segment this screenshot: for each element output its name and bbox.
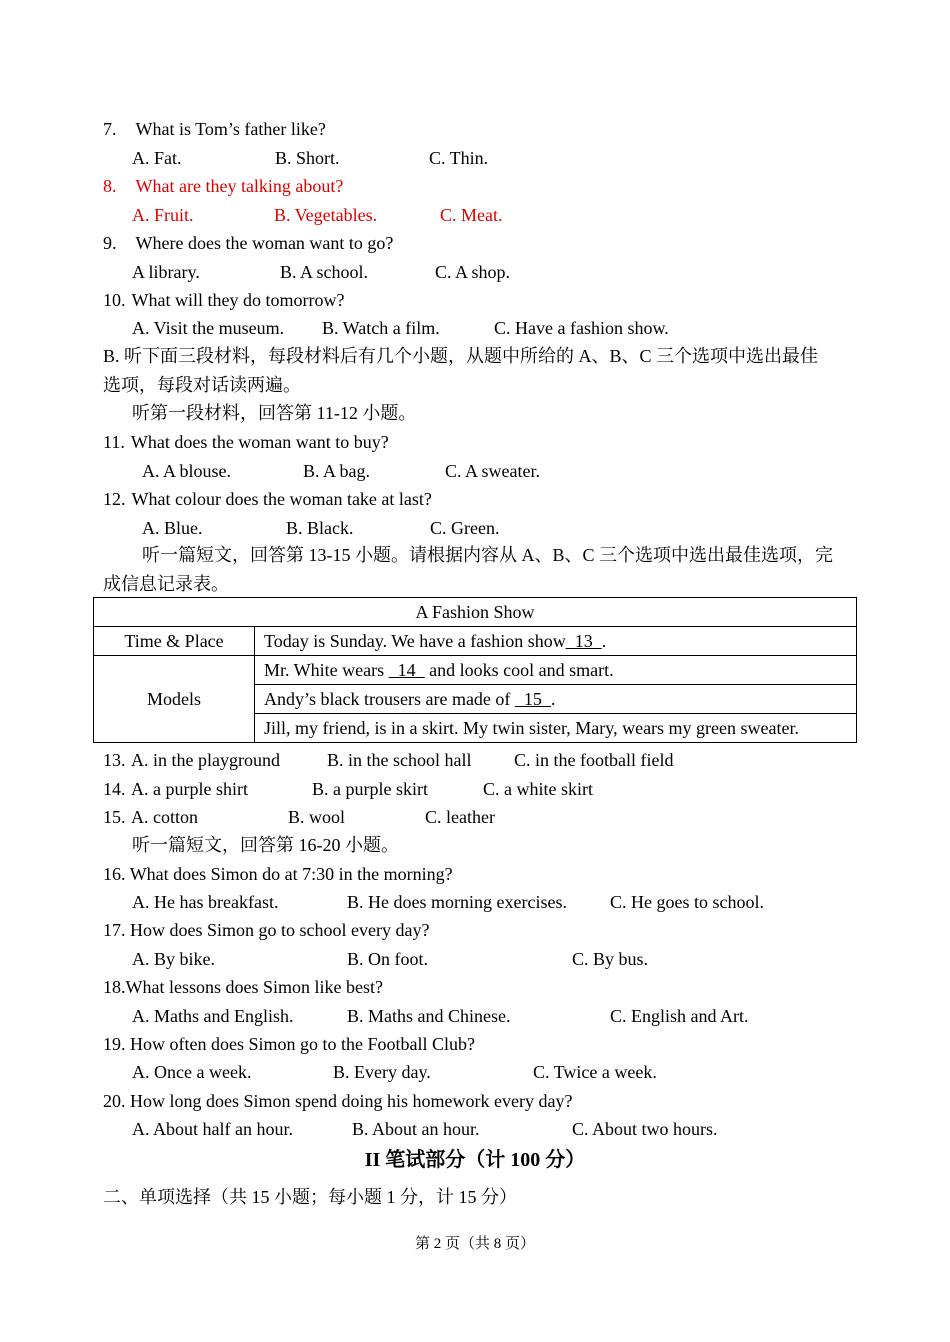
section-b-instructions-cont: 选项，每段对话读两遍。 xyxy=(103,375,301,395)
question-7 xyxy=(103,117,326,141)
section-b-instructions: B. 听下面三段材料，每段材料后有几个小题，从题中所给的 A、B、C 三个选项中选出最佳 xyxy=(103,346,819,366)
option-b: B. Watch a film. xyxy=(322,318,440,338)
question-15 xyxy=(103,805,495,829)
option-c: C. About two hours. xyxy=(572,1119,718,1139)
option-b: B. A bag. xyxy=(303,461,371,481)
page-footer: 第 2 页（共 8 页） xyxy=(414,1236,535,1252)
question-number: 15. xyxy=(103,807,126,827)
option-a: A. Once a week. xyxy=(132,1062,252,1082)
question-9 xyxy=(103,231,393,255)
option-a: A library. xyxy=(132,262,200,282)
option-c: C. English and Art. xyxy=(610,1006,749,1026)
option-c: C. Have a fashion show. xyxy=(494,318,669,338)
question-10 xyxy=(103,288,344,312)
question-17 xyxy=(103,918,429,942)
option-c: C. Twice a week. xyxy=(533,1062,657,1082)
option-c: C. He goes to school. xyxy=(610,892,764,912)
option-a: A. Maths and English. xyxy=(132,1006,294,1026)
option-a: A. Blue. xyxy=(142,518,203,538)
question-text: Where does the woman want to go? xyxy=(135,233,394,253)
question-number: 19. xyxy=(103,1034,126,1054)
option-c: C. By bus. xyxy=(572,949,649,969)
option-a: A. Fruit. xyxy=(132,205,194,225)
option-a: A. He has breakfast. xyxy=(132,892,279,912)
time-place-label: Time & Place xyxy=(94,627,255,656)
time-place-text: Today is Sunday. We have a fashion show xyxy=(264,630,566,651)
option-a: A. By bike. xyxy=(132,949,215,969)
question-16 xyxy=(103,862,453,886)
question-19 xyxy=(103,1032,475,1056)
question-14 xyxy=(103,777,593,801)
option-b: B. About an hour. xyxy=(352,1119,480,1139)
models-row-2: Andy’s black trousers are made of 15 . xyxy=(255,685,857,714)
question-text: What colour does the woman take at last? xyxy=(131,489,432,509)
question-text: What is Tom’s father like? xyxy=(135,119,326,139)
question-number: 7. xyxy=(103,119,117,139)
time-place-cell: Today is Sunday. We have a fashion show 13 . xyxy=(255,627,857,656)
question-text: What will they do tomorrow? xyxy=(131,290,345,310)
blank-14: 14 xyxy=(388,659,425,680)
option-a: A. in the playground xyxy=(131,750,280,770)
option-c: C. Thin. xyxy=(429,148,489,168)
question-number: 13. xyxy=(103,750,126,770)
fashion-show-table xyxy=(93,597,857,743)
question-20 xyxy=(103,1089,572,1113)
question-number: 20. xyxy=(103,1091,126,1111)
table-title: A Fashion Show xyxy=(94,598,857,627)
option-b: B. Short. xyxy=(275,148,340,168)
question-text: What does the woman want to buy? xyxy=(130,432,389,452)
question-text: How often does Simon go to the Football Club? xyxy=(130,1034,475,1054)
option-b: B. in the school hall xyxy=(327,750,472,770)
question-12 xyxy=(103,487,432,511)
question-text: What lessons does Simon like best? xyxy=(125,977,383,997)
option-c: C. a white skirt xyxy=(483,779,593,799)
option-a: A. Fat. xyxy=(132,148,182,168)
question-18 xyxy=(103,975,383,999)
option-c: C. Meat. xyxy=(440,205,503,225)
option-a: A. A blouse. xyxy=(142,461,232,481)
option-a: A. a purple shirt xyxy=(131,779,248,799)
question-number: 18. xyxy=(103,977,126,997)
option-a: A. About half an hour. xyxy=(132,1119,293,1139)
question-number: 9. xyxy=(103,233,117,253)
models-row-1-post: and looks cool and smart. xyxy=(424,659,614,680)
question-number: 16. xyxy=(103,864,126,884)
models-row-3: Jill, my friend, is in a skirt. My twin sister, Mary, wears my green sweater. xyxy=(255,714,857,743)
option-c: C. leather xyxy=(425,807,495,827)
blank-13: 13 xyxy=(565,630,602,651)
blank-15: 15 xyxy=(514,688,551,709)
part-2-instructions: 听一篇短文，回答第 13-15 小题。请根据内容从 A、B、C 三个选项中选出最佳选项，完 xyxy=(142,545,834,565)
option-b: B. wool xyxy=(288,807,346,827)
section-heading: II 笔试部分（计 100 分） xyxy=(364,1149,586,1171)
question-number: 12. xyxy=(103,489,126,509)
part-2-instructions-cont: 成信息记录表。 xyxy=(103,574,229,594)
models-row-1 xyxy=(255,656,857,685)
option-c: C. A sweater. xyxy=(445,461,540,481)
question-text: What are they talking about? xyxy=(135,176,344,196)
section-2-title: 二、单项选择（共 15 小题；每小题 1 分，计 15 分） xyxy=(103,1187,517,1207)
question-number: 11. xyxy=(103,432,125,452)
question-number: 8. xyxy=(103,176,117,196)
question-text: What does Simon do at 7:30 in the morning? xyxy=(129,864,453,884)
models-row-2-pre: Andy’s black trousers are made of xyxy=(264,688,515,709)
part-1-instructions: 听第一段材料，回答第 11-12 小题。 xyxy=(132,403,417,423)
question-number: 10. xyxy=(103,290,126,310)
option-b: B. Maths and Chinese. xyxy=(347,1006,511,1026)
option-b: B. He does morning exercises. xyxy=(347,892,567,912)
question-number: 14. xyxy=(103,779,126,799)
option-b: B. a purple skirt xyxy=(312,779,428,799)
option-c: C. Green. xyxy=(430,518,500,538)
option-b: B. A school. xyxy=(280,262,369,282)
option-b: B. Vegetables. xyxy=(274,205,378,225)
question-number: 17. xyxy=(103,920,126,940)
part-3-instructions: 听一篇短文，回答第 16-20 小题。 xyxy=(132,835,399,855)
option-b: B. Every day. xyxy=(333,1062,431,1082)
models-label: Models xyxy=(94,656,255,743)
option-b: B. Black. xyxy=(286,518,354,538)
option-c: C. A shop. xyxy=(435,262,511,282)
option-b: B. On foot. xyxy=(347,949,428,969)
question-8 xyxy=(103,174,343,198)
question-13 xyxy=(103,748,674,772)
models-row-1-pre: Mr. White wears xyxy=(264,659,389,680)
option-c: C. in the football field xyxy=(514,750,674,770)
question-text: How long does Simon spend doing his homework every day? xyxy=(130,1091,573,1111)
option-a: A. cotton xyxy=(131,807,198,827)
question-11 xyxy=(103,430,389,454)
option-a: A. Visit the museum. xyxy=(132,318,285,338)
question-text: How does Simon go to school every day? xyxy=(130,920,430,940)
